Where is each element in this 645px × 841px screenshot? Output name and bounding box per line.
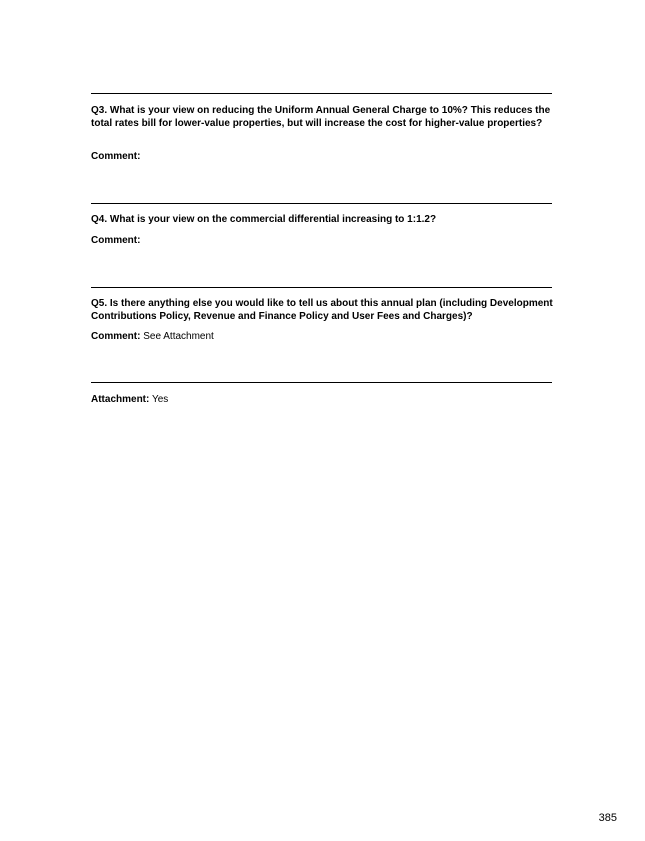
comment-label: Comment: [91, 151, 141, 162]
divider-q5 [91, 382, 552, 383]
comment-q4 [91, 235, 140, 248]
divider-top [91, 93, 552, 94]
page-number: 385 [598, 812, 617, 824]
comment-label: Comment: [91, 235, 141, 246]
question-q4: Q4. What is your view on the commercial differential increasing to 1:1.2? [91, 214, 437, 225]
divider-q4 [91, 287, 552, 288]
attachment-line [91, 394, 168, 407]
comment-q5 [91, 331, 214, 344]
divider-q3 [91, 203, 552, 204]
comment-label: Comment: [91, 331, 141, 342]
attachment-label: Attachment: [91, 394, 150, 405]
comment-value: See Attachment [143, 331, 214, 342]
question-q5: Q5. Is there anything else you would like to tell us about this annual plan (including Development Contributions Policy, Revenue and Finance Policy and User Fees and Charges)? [91, 298, 553, 322]
comment-q3 [91, 151, 140, 164]
attachment-value: Yes [151, 394, 169, 405]
question-q3: Q3. What is your view on reducing the Uniform Annual General Charge to 10%? This reduces the total rates bill for lower-value properties, but will increase the cost for higher-value properties? [91, 105, 551, 129]
